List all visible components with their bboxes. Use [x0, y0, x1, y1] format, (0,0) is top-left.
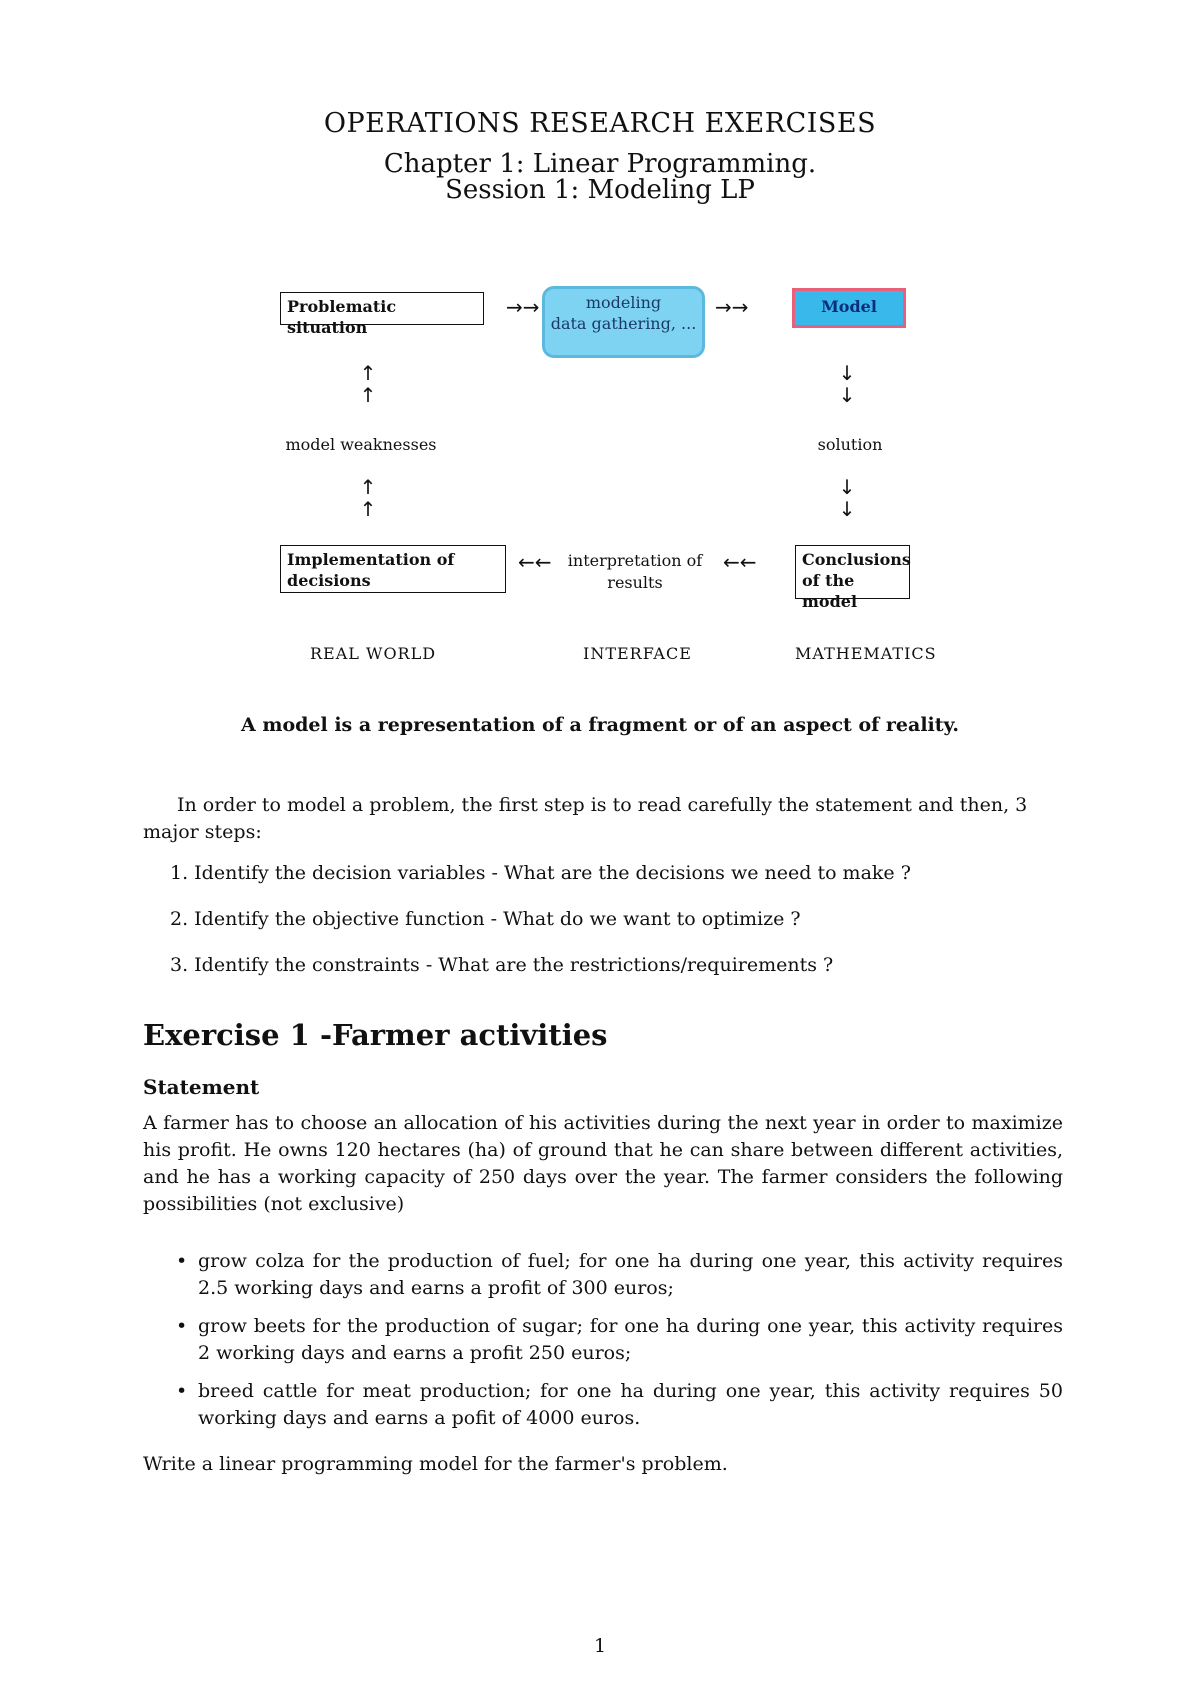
list-item-text: grow beets for the production of sugar; for one ha during one year, this activity requires 2 working days and earns a profit 250 euros; [198, 1315, 1063, 1364]
arrow-down-1: ↓ [838, 361, 856, 385]
bullet-icon: • [176, 1315, 188, 1337]
arrow-left-2: ←← [723, 550, 757, 574]
arrow-left-1: ←← [518, 550, 552, 574]
problematic-situation-box: Problematic situation [280, 292, 484, 325]
conclusions-box [795, 545, 911, 611]
model-definition: A model is a representation of a fragment or of an aspect of reality. [240, 714, 960, 736]
activities-list [170, 1248, 1063, 1443]
exercise-heading: Exercise 1 -Farmer activities [143, 1018, 608, 1052]
list-item [170, 1313, 1063, 1367]
statement-heading: Statement [143, 1075, 260, 1099]
list-item [170, 1248, 1063, 1302]
steps-list [170, 862, 1060, 1000]
model-weaknesses-label: model weaknesses [285, 435, 437, 454]
column-mathematics: MATHEMATICS [795, 644, 937, 663]
conclusions-line2: of the model [802, 571, 858, 611]
interpretation-line2: results [607, 573, 663, 592]
implementation-line2: decisions [287, 571, 371, 590]
modeling-label: modeling [585, 293, 662, 312]
arrow-down-2: ↓ [838, 383, 856, 407]
session-subtitle: Session 1: Modeling LP [445, 175, 755, 205]
list-item [170, 1378, 1063, 1432]
modeling-diagram [260, 280, 940, 670]
arrow-down-3: ↓ [838, 475, 856, 499]
list-item-text: breed cattle for meat production; for one ha during one year, this activity requires 50 working days and earns a pofit of 4000 euros. [198, 1380, 1063, 1429]
interpretation-label [560, 550, 710, 594]
intro-paragraph: In order to model a problem, the first step is to read carefully the statement and then, 3 major steps: [143, 794, 1028, 843]
conclusions-line1: Conclusions [802, 550, 911, 569]
step-item: 2. Identify the objective function - What do we want to optimize ? [170, 908, 801, 930]
arrow-up-4: ↑ [359, 497, 377, 521]
arrow-right-1: →→ [506, 295, 540, 319]
bullet-icon: • [176, 1380, 188, 1402]
step-item: 1. Identify the decision variables - What are the decisions we need to make ? [170, 862, 911, 884]
statement-paragraph: A farmer has to choose an allocation of his activities during the next year in order to maximize his profit. He owns 120 hectares (ha) of ground that he can share between different activities, and he has a working capacity of 250 days over the year. The farmer considers the following possibilities (not exclusive) [143, 1112, 1063, 1215]
implementation-box [280, 545, 506, 593]
data-gathering-label: data gathering, ... [550, 314, 697, 333]
arrow-up-1: ↑ [359, 361, 377, 385]
closing-instruction: Write a linear programming model for the farmer's problem. [143, 1453, 728, 1475]
document-title: OPERATIONS RESEARCH EXERCISES [323, 108, 877, 139]
arrow-up-2: ↑ [359, 383, 377, 407]
step-item: 3. Identify the constraints - What are the restrictions/requirements ? [170, 954, 834, 976]
arrow-right-2: →→ [715, 295, 749, 319]
chapter-subtitle: Chapter 1: Linear Programming. [383, 149, 817, 179]
solution-label: solution [817, 435, 883, 454]
implementation-line1: Implementation of [287, 550, 455, 569]
interpretation-line1: interpretation of [567, 551, 703, 570]
page-number: 1 [593, 1635, 607, 1657]
list-item-text: grow colza for the production of fuel; for one ha during one year, this activity requires 2.5 working days and earns a profit of 300 euros; [198, 1250, 1063, 1299]
arrow-up-3: ↑ [359, 475, 377, 499]
bullet-icon: • [176, 1250, 188, 1272]
arrow-down-4: ↓ [838, 497, 856, 521]
column-real-world: REAL WORLD [310, 644, 437, 663]
model-box: Model [792, 288, 906, 328]
column-interface: INTERFACE [583, 644, 692, 663]
modeling-box [542, 286, 705, 358]
